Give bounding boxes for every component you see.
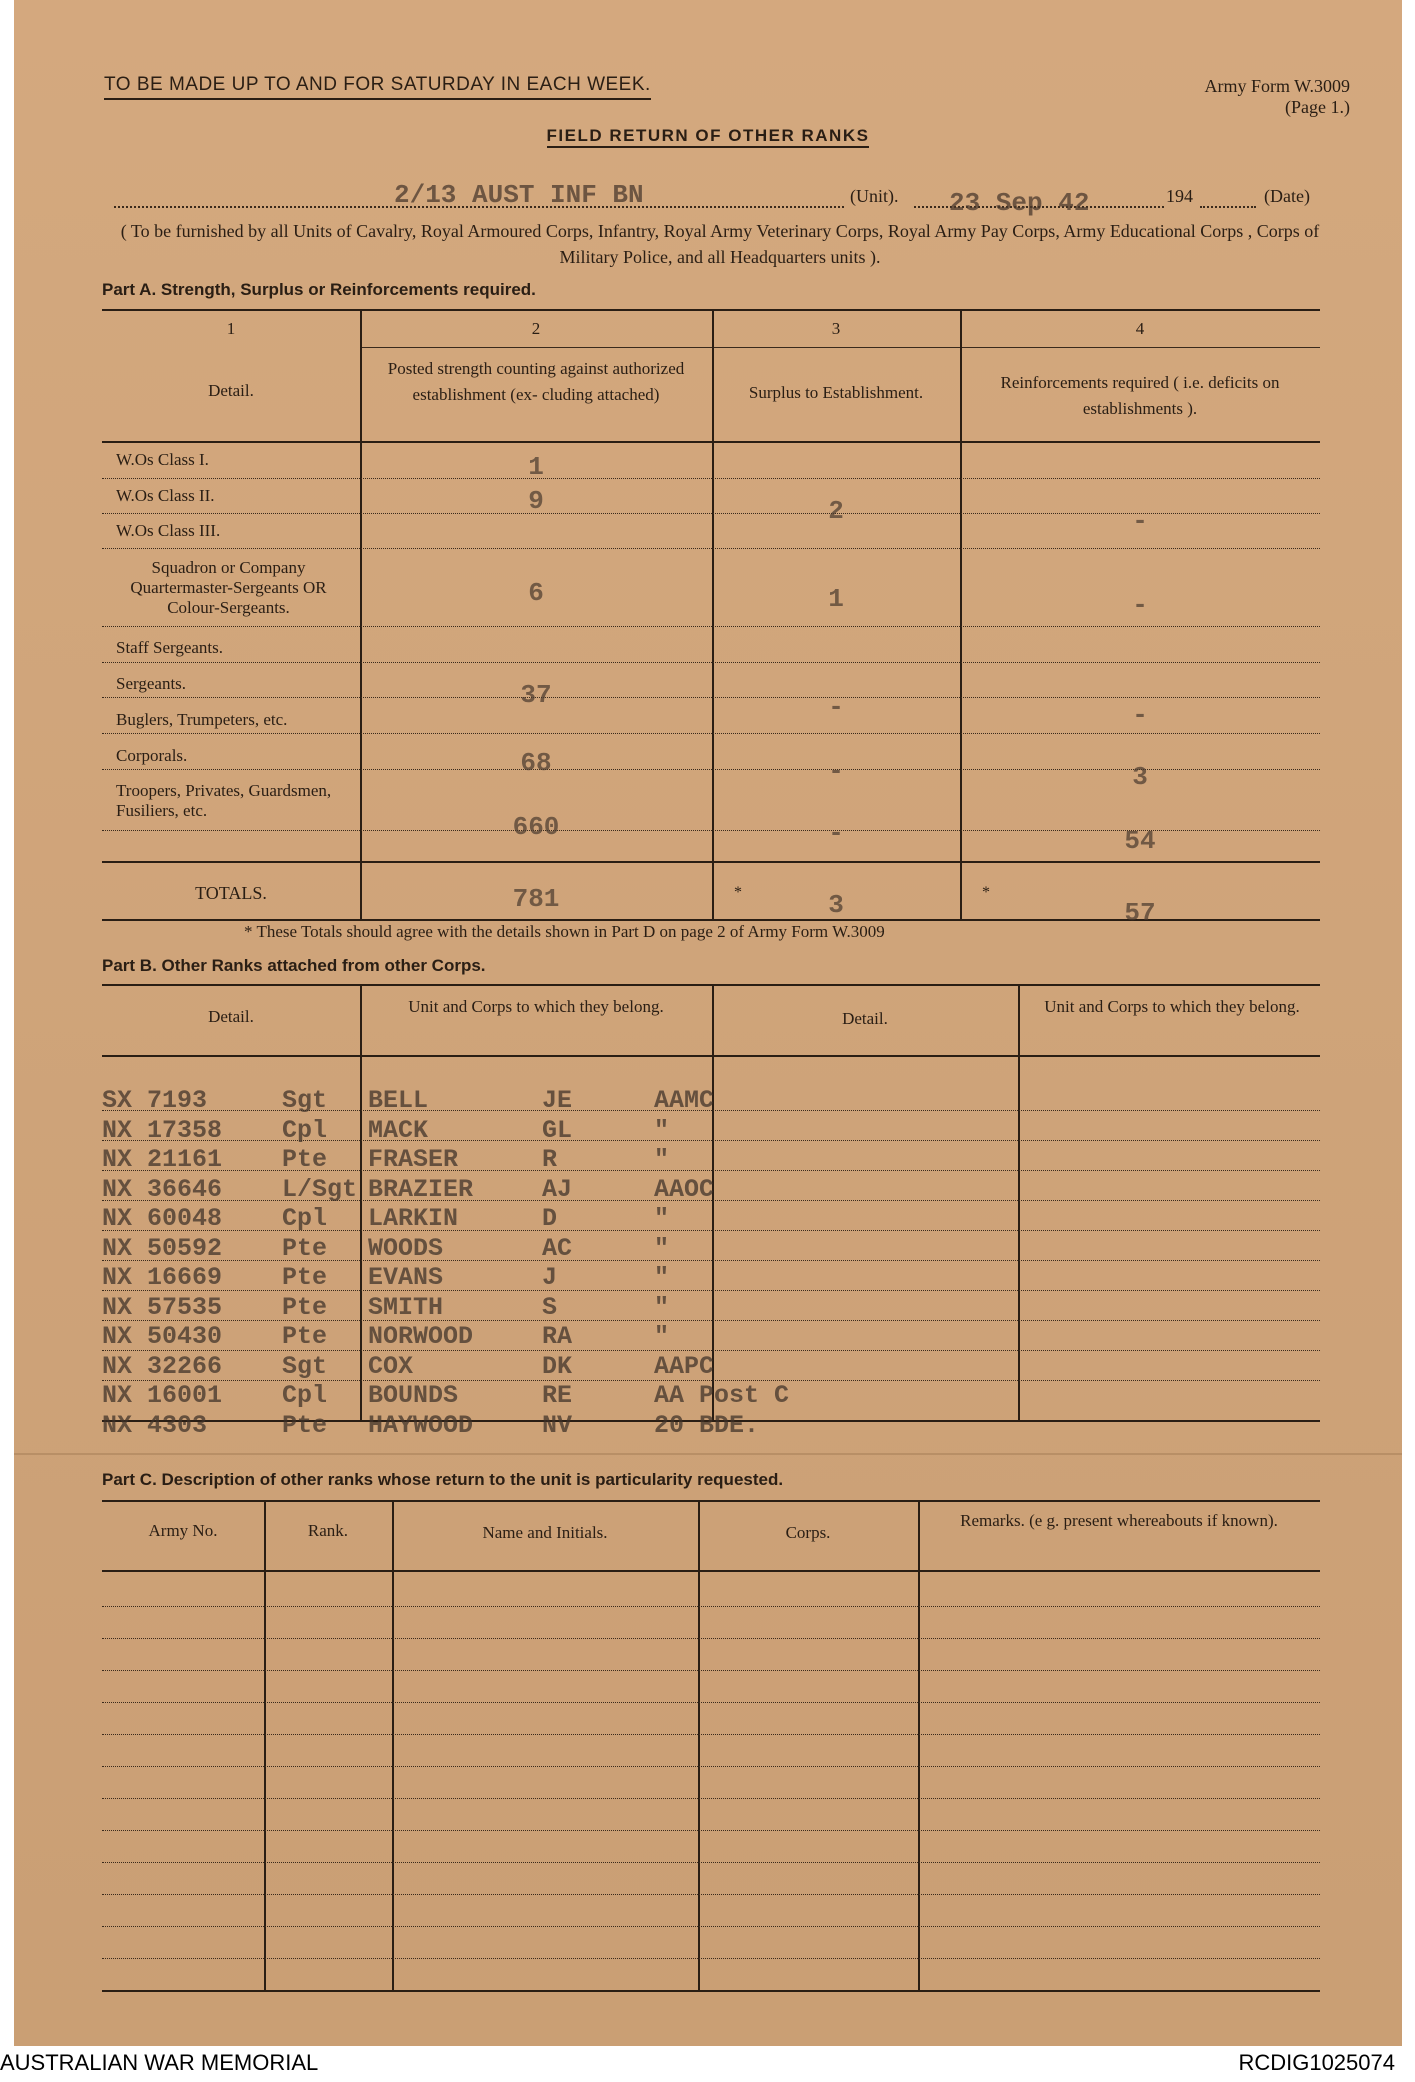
part-b-header-rule: [102, 1055, 1320, 1057]
posted-wo1: 1: [528, 452, 544, 482]
part-b-header-unit-1: Unit and Corps to which they belong.: [408, 997, 664, 1016]
part-a-header-surplus: Surplus to Establishment.: [748, 383, 924, 402]
entry-army-no: NX 32266: [102, 1351, 223, 1381]
part-a-header-reinf: Reinforcements required ( i.e. deficits on establishments ).: [1000, 373, 1280, 418]
part-c-header-armyno: Army No.: [148, 1521, 218, 1540]
part-c-header-rank: Rank.: [307, 1521, 349, 1540]
part-a-colnum-4: 4: [1135, 319, 1145, 338]
entry-initials: R: [542, 1145, 558, 1174]
part-b-entry-row: [102, 1411, 882, 1439]
page-label: (Page 1.): [1285, 97, 1350, 117]
row-rule: [102, 1894, 1320, 1895]
row-rule: [102, 1766, 1320, 1767]
surplus-wo2: 2: [828, 496, 844, 526]
entry-rank: Pte: [282, 1263, 328, 1292]
part-c-header-name: Name and Initials.: [482, 1523, 608, 1542]
entry-army-no: NX 17358: [102, 1115, 223, 1145]
part-a-colnum-2: 2: [531, 319, 541, 338]
entry-rank: Cpl: [282, 1204, 328, 1233]
row-rule: [102, 1734, 1320, 1735]
entry-name: HAYWOOD: [368, 1410, 474, 1440]
entry-rank: Cpl: [282, 1381, 328, 1410]
form-title: [14, 126, 1402, 146]
entry-corps: ": [654, 1204, 670, 1233]
entry-army-no: NX 50430: [102, 1322, 223, 1351]
reinf-total-asterisk: *: [982, 884, 990, 901]
surplus-cqms: 1: [828, 584, 844, 614]
row-detail-wo1: W.Os Class I.: [116, 450, 209, 469]
entry-name: MACK: [368, 1115, 429, 1145]
part-b-entry-row: [102, 1086, 882, 1114]
date-label: (Date): [1264, 186, 1310, 206]
part-b-vrule-3: [1018, 984, 1020, 1420]
row-rule: [102, 1926, 1320, 1927]
entry-name: COX: [368, 1351, 414, 1381]
entry-initials: RA: [542, 1322, 573, 1351]
posted-total: 781: [512, 884, 560, 914]
part-b-entry-row: [102, 1381, 882, 1409]
entry-corps: ": [654, 1233, 670, 1263]
part-b-entry-row: [102, 1175, 882, 1203]
entry-corps: AAPC: [654, 1351, 715, 1381]
surplus-sgts: -: [828, 692, 844, 722]
surplus-total: 3: [828, 890, 844, 920]
entry-initials: NV: [542, 1410, 573, 1440]
part-b-entry-row: [102, 1234, 882, 1262]
row-rule: [102, 1702, 1320, 1703]
part-b-header-detail-1: Detail.: [208, 1007, 254, 1026]
entry-rank: Cpl: [282, 1115, 328, 1145]
entry-name: BELL: [368, 1086, 429, 1115]
part-c-vrule-3: [698, 1500, 700, 1990]
entry-name: EVANS: [368, 1263, 444, 1292]
entry-rank: Pte: [282, 1233, 328, 1263]
part-c-header-remarks: Remarks. (e g. present whereabouts if known).: [960, 1511, 1278, 1530]
row-rule: [102, 733, 1320, 734]
part-b-entry-row: [102, 1322, 882, 1350]
row-rule: [102, 1606, 1320, 1607]
row-rule: [102, 1862, 1320, 1863]
entry-rank: Sgt: [282, 1086, 328, 1115]
row-rule: [102, 1638, 1320, 1639]
year-dotline: [1200, 206, 1256, 208]
posted-troopers: 660: [512, 812, 560, 842]
row-detail-troopers: Troopers, Privates, Guardsmen, Fusiliers, etc.: [116, 781, 332, 820]
fold-crease: [14, 1453, 1402, 1455]
totals-top-rule: [102, 861, 1320, 863]
form-title-text: FIELD RETURN OF OTHER RANKS: [547, 126, 870, 148]
row-detail-wo3: W.Os Class III.: [116, 521, 221, 540]
entry-corps: AA Post C: [654, 1381, 790, 1410]
entry-army-no: NX 4303: [102, 1410, 208, 1440]
entry-name: WOODS: [368, 1233, 444, 1263]
part-a-header-posted: Posted strength counting against authorized establishment (ex- cluding attached): [387, 359, 685, 404]
entry-army-no: NX 21161: [102, 1145, 223, 1174]
part-a-header-detail: Detail.: [208, 381, 254, 400]
entry-rank: Sgt: [282, 1351, 328, 1381]
furnish-note: ( To be furnished by all Units of Cavalry, Royal Armoured Corps, Infantry, Royal Army Veterinary Corps, Royal Army Pay Corps, Army Educational Corps , Corps of Military Police, and all Headquarters units ).: [120, 221, 1320, 267]
part-a-colnum-1: 1: [226, 319, 236, 338]
surplus-troopers: -: [828, 818, 844, 848]
entry-initials: J: [542, 1263, 558, 1292]
entry-initials: AC: [542, 1233, 573, 1263]
row-rule: [102, 1830, 1320, 1831]
surplus-cpls: -: [828, 756, 844, 786]
part-a-top-rule: [102, 309, 1320, 311]
row-detail-cqms: Squadron or Company Quartermaster-Sergeants OR Colour-Sergeants.: [130, 558, 327, 617]
part-b-heading: Part B. Other Ranks attached from other Corps.: [102, 956, 486, 975]
row-rule: [102, 626, 1320, 627]
row-detail-sgts: Sergeants.: [116, 674, 187, 693]
entry-rank: Pte: [282, 1322, 328, 1351]
form-number: Army Form W.3009: [1204, 76, 1350, 96]
part-c-header-rule: [102, 1570, 1320, 1572]
row-rule: [102, 548, 1320, 549]
part-b-header-unit-2: Unit and Corps to which they belong.: [1044, 997, 1300, 1016]
part-c-vrule-2: [392, 1500, 394, 1990]
entry-initials: DK: [542, 1351, 573, 1381]
posted-wo2: 9: [528, 486, 544, 516]
entry-rank: L/Sgt: [282, 1174, 358, 1204]
posted-cqms: 6: [528, 578, 544, 608]
entry-army-no: SX 7193: [102, 1086, 208, 1115]
part-b-entry-row: [102, 1116, 882, 1144]
part-b-entry-row: [102, 1204, 882, 1232]
part-c-bottom-rule: [102, 1990, 1320, 1992]
part-b-header-detail-2: Detail.: [842, 1009, 888, 1028]
entry-initials: S: [542, 1292, 558, 1322]
row-detail-staff-sgts: Staff Sergeants.: [116, 638, 224, 657]
totals-footnote: * These Totals should agree with the details shown in Part D on page 2 of Army Form W.3009: [244, 922, 885, 941]
entry-army-no: NX 50592: [102, 1233, 223, 1263]
part-c-header-corps: Corps.: [785, 1523, 831, 1542]
entry-initials: D: [542, 1204, 558, 1233]
reinf-troopers: 54: [1124, 826, 1156, 856]
entry-initials: RE: [542, 1381, 573, 1410]
entry-initials: JE: [542, 1086, 573, 1115]
row-rule: [102, 1958, 1320, 1959]
part-c-top-rule: [102, 1500, 1320, 1502]
posted-cpls: 68: [520, 748, 552, 778]
surplus-total-asterisk: *: [734, 884, 742, 901]
reinf-cpls: 3: [1132, 762, 1148, 792]
entry-name: BOUNDS: [368, 1381, 459, 1410]
part-b-entry-row: [102, 1293, 882, 1321]
entry-corps: ": [654, 1322, 670, 1351]
part-b-entry-row: [102, 1145, 882, 1173]
part-c-heading: Part C. Description of other ranks whose return to the unit is particularity requested.: [102, 1470, 784, 1489]
entry-army-no: NX 16001: [102, 1381, 223, 1410]
entry-army-no: NX 60048: [102, 1204, 223, 1233]
entry-corps: ": [654, 1115, 670, 1145]
row-detail-wo2: W.Os Class II.: [116, 486, 215, 505]
part-c-vrule-4: [918, 1500, 920, 1990]
part-a-header-rule: [102, 441, 1320, 443]
part-b-entry-row: [102, 1263, 882, 1291]
part-a-colnum-rule: [360, 347, 1320, 348]
part-b-entry-row: [102, 1352, 882, 1380]
entry-corps: ": [654, 1145, 670, 1174]
entry-corps: ": [654, 1263, 670, 1292]
row-detail-cpls: Corporals.: [116, 746, 188, 765]
form-number-block: [1204, 76, 1350, 118]
row-detail-buglers: Buglers, Trumpeters, etc.: [116, 710, 288, 729]
row-rule: [102, 1670, 1320, 1671]
entry-corps: ": [654, 1292, 670, 1322]
entry-initials: GL: [542, 1115, 573, 1145]
part-b-top-rule: [102, 984, 1320, 986]
part-a-heading: Part A. Strength, Surplus or Reinforcements required.: [102, 280, 536, 299]
footer-credit: AUSTRALIAN WAR MEMORIAL: [0, 2050, 319, 2075]
entry-rank: Pte: [282, 1410, 328, 1440]
part-c-vrule-1: [264, 1500, 266, 1990]
entry-name: SMITH: [368, 1292, 444, 1322]
entry-initials: AJ: [542, 1174, 573, 1204]
date-value: 23 Sep 42: [949, 188, 1090, 218]
row-rule: [102, 662, 1320, 663]
footer-id: RCDIG1025074: [1238, 2050, 1395, 2075]
entry-army-no: NX 57535: [102, 1292, 223, 1322]
unit-value: 2/13 AUST INF BN: [394, 180, 644, 210]
entry-corps: AAOC: [654, 1174, 715, 1204]
part-a-colnum-3: 3: [831, 319, 841, 338]
entry-rank: Pte: [282, 1145, 328, 1174]
entry-name: BRAZIER: [368, 1174, 474, 1204]
reinf-cqms: -: [1132, 590, 1148, 620]
totals-label: TOTALS.: [195, 883, 267, 903]
unit-label: (Unit).: [850, 186, 899, 206]
form-paper: [14, 0, 1402, 2046]
entry-name: FRASER: [368, 1145, 459, 1174]
year-prefix: 194: [1166, 186, 1193, 206]
entry-corps: AAMC: [654, 1086, 715, 1115]
reinf-total: 57: [1124, 898, 1156, 928]
reinf-wo2: -: [1132, 506, 1148, 536]
posted-sgts: 37: [520, 680, 552, 710]
weekly-instruction: TO BE MADE UP TO AND FOR SATURDAY IN EACH WEEK.: [104, 74, 651, 100]
entry-corps: 20 BDE.: [654, 1410, 760, 1440]
entry-rank: Pte: [282, 1292, 328, 1322]
entry-army-no: NX 16669: [102, 1263, 223, 1292]
entry-name: NORWOOD: [368, 1322, 474, 1351]
reinf-buglers: -: [1132, 700, 1148, 730]
entry-name: LARKIN: [368, 1204, 459, 1233]
row-rule: [102, 1798, 1320, 1799]
entry-army-no: NX 36646: [102, 1174, 223, 1204]
